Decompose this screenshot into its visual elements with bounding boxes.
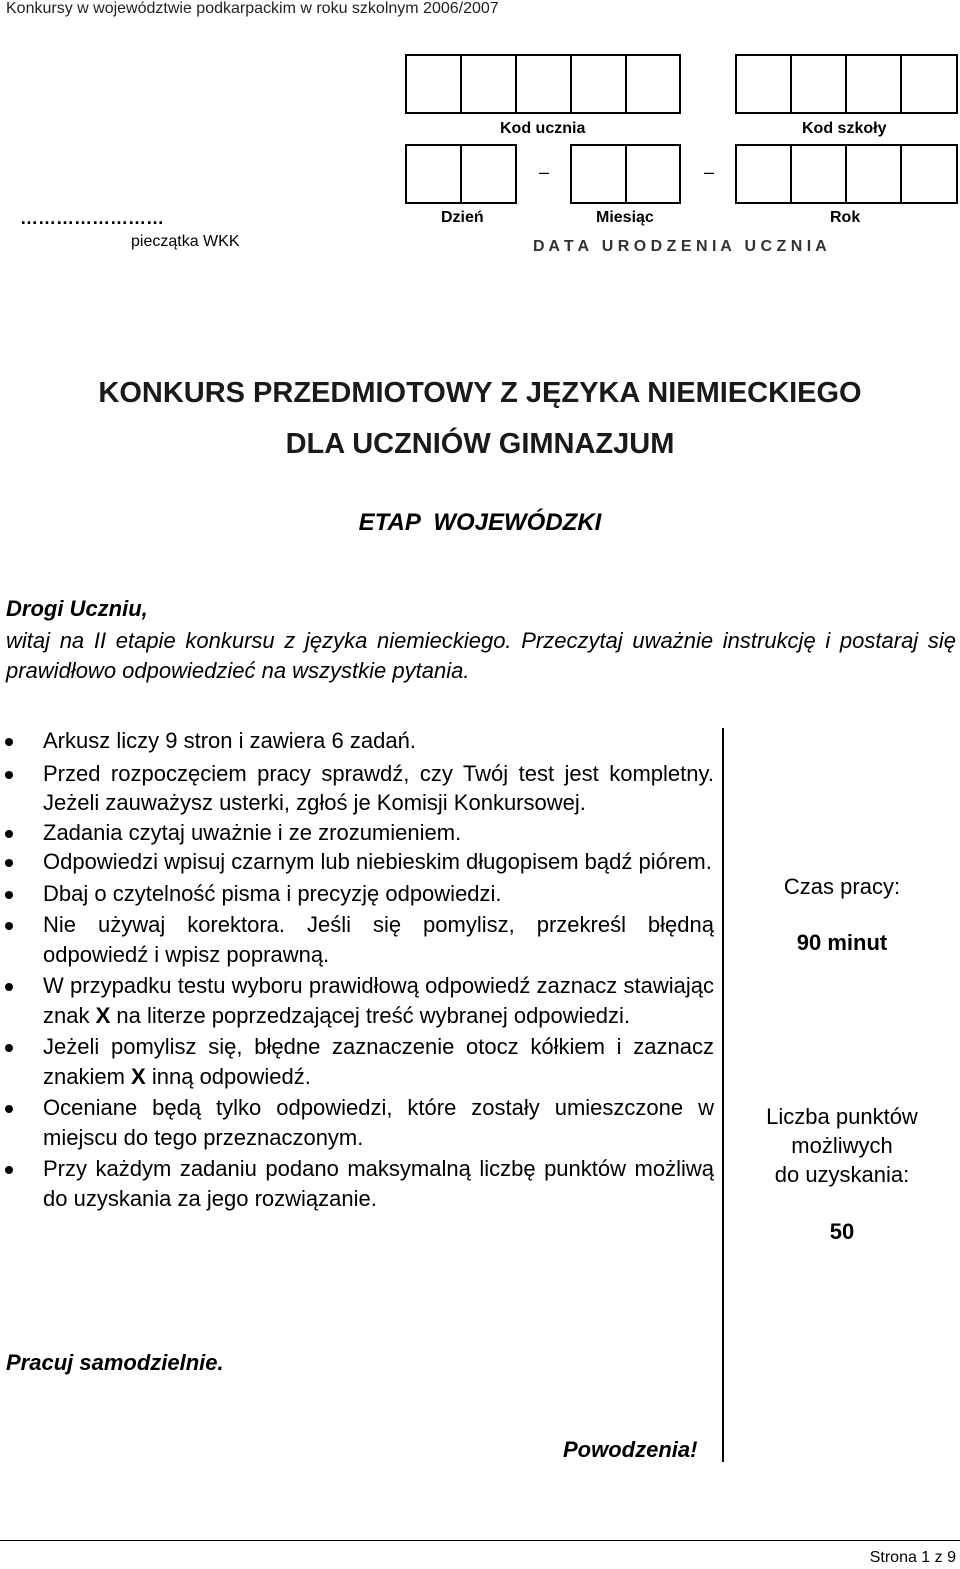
instruction-item [0, 879, 722, 909]
student-code-box-3[interactable] [515, 54, 572, 114]
instruction-item [0, 759, 722, 818]
bullet-icon [5, 830, 13, 838]
birth-day-label: Dzień [441, 209, 484, 226]
instruction-item [0, 910, 722, 969]
stage-title: ETAP WOJEWÓDZKI [358, 509, 602, 536]
birth-year-box-4[interactable] [900, 144, 958, 204]
good-luck-text: Powodzenia! [563, 1437, 698, 1462]
bullet-icon [5, 1166, 13, 1174]
points-label-line-1: Liczba punktów [766, 1104, 918, 1129]
page-title-line-1: KONKURS PRZEDMIOTOWY Z JĘZYKA NIEMIECKIEGO [98, 377, 862, 409]
instruction-text: Odpowiedzi wpisuj czarnym lub niebieskim długopisem bądź piórem. [43, 849, 712, 874]
school-code-box-4[interactable] [900, 54, 958, 114]
intro-text: witaj na II etapie konkursu z języka niemieckiego. Przeczytaj uważnie instrukcję i postaraj się prawidłowo odpowiedzieć na wszystkie pytania. [6, 628, 956, 683]
bullet-icon [5, 771, 13, 779]
student-code-box-4[interactable] [570, 54, 627, 114]
student-code-box-1[interactable] [405, 54, 462, 114]
bullet-icon [5, 738, 13, 746]
bullet-icon [5, 859, 13, 867]
x-mark: X [95, 1002, 111, 1028]
student-code-label: Kod ucznia [500, 120, 586, 137]
instruction-text: Zadania czytaj uważnie i ze zrozumieniem. [43, 819, 462, 845]
instruction-item [0, 726, 722, 756]
instruction-text: Przed rozpoczęciem pracy sprawdź, czy Twój test jest kompletny. Jeżeli zauważysz usterki, zgłoś je Komisji Konkursowej. [43, 760, 714, 815]
date-separator-2: – [704, 162, 715, 182]
birth-date-caption: D A T A U R O D Z E N I A U C Z N I A [533, 238, 827, 255]
points-value: 50 [829, 1219, 855, 1244]
school-code-label: Kod szkoły [802, 120, 887, 137]
instructions-list [0, 726, 722, 1213]
instruction-item [0, 971, 722, 1030]
student-code-box-5[interactable] [625, 54, 681, 114]
instruction-text: Oceniane będą tylko odpowiedzi, które zostały umieszczone w miejscu do tego przeznaczonym. [43, 1095, 714, 1150]
birth-month-box-2[interactable] [625, 144, 681, 204]
sidebar-divider [722, 728, 724, 1462]
birth-month-label: Miesiąc [596, 209, 654, 226]
greeting: Drogi Uczniu, [6, 596, 148, 621]
page-number: Strona 1 z 9 [869, 1549, 956, 1566]
instruction-item [0, 1032, 722, 1091]
instruction-text: Nie używaj korektora. Jeśli się pomylisz, przekreśl błędną odpowiedź i wpisz poprawną. [43, 912, 714, 967]
work-alone-text: Pracuj samodzielnie. [6, 1350, 224, 1375]
date-separator-1: – [539, 162, 550, 182]
bullet-icon [5, 1105, 13, 1113]
instruction-text: W przypadku testu wyboru prawidłową odpowiedź zaznacz stawiając znak X na literze poprzedzającej treść wybranej odpowiedzi. [43, 973, 714, 1028]
time-label: Czas pracy: [783, 874, 901, 899]
instruction-item [0, 818, 722, 848]
school-code-box-1[interactable] [735, 54, 792, 114]
bullet-icon [5, 1044, 13, 1052]
birth-year-label: Rok [830, 209, 861, 226]
stamp-dots: …………………… [20, 208, 164, 228]
instruction-text: Dbaj o czytelność pisma i precyzję odpowiedzi. [43, 880, 502, 906]
stamp-label: pieczątka WKK [131, 233, 240, 250]
time-value: 90 minut [796, 930, 888, 955]
birth-year-box-1[interactable] [735, 144, 792, 204]
birth-month-box-1[interactable] [570, 144, 627, 204]
footer-divider [0, 1540, 960, 1541]
instruction-text: Arkusz liczy 9 stron i zawiera 6 zadań. [43, 728, 416, 753]
birth-year-box-3[interactable] [845, 144, 902, 204]
instruction-item [0, 847, 722, 877]
school-code-box-3[interactable] [845, 54, 902, 114]
school-code-box-2[interactable] [790, 54, 847, 114]
document-header-title: Konkursy w województwie podkarpackim w roku szkolnym 2006/2007 [6, 0, 499, 17]
points-label-line-3: do uzyskania: [774, 1162, 910, 1187]
instruction-text: Przy każdym zadaniu podano maksymalną liczbę punktów możliwą do uzyskania za jego rozwiązanie. [43, 1156, 714, 1211]
bullet-icon [5, 983, 13, 991]
instruction-item [0, 1154, 722, 1213]
student-code-box-2[interactable] [460, 54, 517, 114]
page-title-line-2: DLA UCZNIÓW GIMNAZJUM [285, 428, 675, 460]
x-mark: X [131, 1063, 146, 1089]
bullet-icon [5, 891, 13, 899]
bullet-icon [5, 922, 13, 930]
birth-day-box-2[interactable] [460, 144, 517, 204]
instruction-item [0, 1093, 722, 1152]
points-label-line-2: możliwych [791, 1133, 893, 1158]
birth-day-box-1[interactable] [405, 144, 462, 204]
birth-year-box-2[interactable] [790, 144, 847, 204]
instruction-text: Jeżeli pomylisz się, błędne zaznaczenie otocz kółkiem i zaznacz znakiem X inną odpowiedź. [43, 1034, 714, 1089]
